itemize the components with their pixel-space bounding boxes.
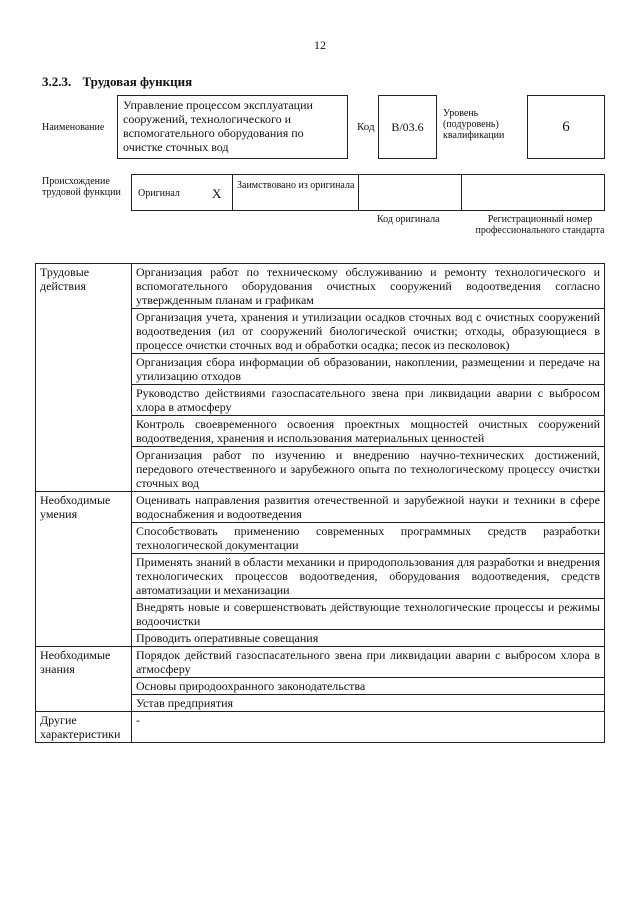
item-cell: Контроль своевременного освоения проектных мощностей очистных сооружений водоотведения, хранения и использования материальных ценностей bbox=[132, 416, 605, 447]
item-cell: Применять знаний в области механики и природопользования для разработки и внедрения технологических процессов водоотведения, оборудования водоотведения, средств автоматизации и механизации bbox=[132, 554, 605, 599]
item-cell: Организация учета, хранения и утилизации осадков сточных вод с очистных сооружений водоотведения (ил от сооружений биологической очистки; отходы, образующиеся в процессе очистки сточных вод и обработки осадка; песок из песколовок) bbox=[132, 309, 605, 354]
original-label: Оригинал bbox=[138, 188, 180, 199]
page-number: 12 bbox=[314, 38, 326, 52]
table-row bbox=[36, 712, 605, 743]
code-label: Код bbox=[357, 121, 375, 133]
code-field: В/03.6 bbox=[378, 95, 437, 159]
section-number: 3.2.3. bbox=[42, 74, 72, 89]
item-cell: Устав предприятия bbox=[132, 695, 605, 712]
origin-code-cell bbox=[358, 174, 462, 211]
borrowed-label: Заимствовано из оригинала bbox=[237, 180, 355, 191]
level-field: 6 bbox=[527, 95, 605, 159]
table-row bbox=[36, 492, 605, 523]
category-cell: Другие характеристики bbox=[36, 712, 132, 743]
item-cell: Организация работ по изучению и внедрению научно-технических достижений, передового отечественного и зарубежного опыта по технологическому процессу очистки сточных вод bbox=[132, 447, 605, 492]
category-cell: Необходимые умения bbox=[36, 492, 132, 647]
reg-number-caption: Регистрационный номер профессионального стандарта bbox=[475, 214, 605, 236]
origin-original-cell bbox=[131, 174, 233, 211]
item-cell: - bbox=[132, 712, 605, 743]
item-cell: Порядок действий газоспасательного звена при ликвидации аварии с выбросом хлора в атмосферу bbox=[132, 647, 605, 678]
table-row bbox=[36, 647, 605, 678]
item-cell: Оценивать направления развития отечественной и зарубежной науки и техники в сфере водоснабжения и водоотведения bbox=[132, 492, 605, 523]
origin-borrowed-cell bbox=[232, 174, 359, 211]
item-cell: Организация работ по техническому обслуживанию и ремонту технологического и вспомогательного оборудования очистных сооружений водоотведения согласно утвержденным планам и графикам bbox=[132, 264, 605, 309]
item-cell: Руководство действиями газоспасательного звена при ликвидации аварии с выбросом хлора в атмосферу bbox=[132, 385, 605, 416]
level-label: Уровень (подуровень) квалификации bbox=[443, 108, 505, 141]
function-name-field: Управление процессом эксплуатации сооружений, технологического и вспомогательного оборудования по очистке сточных вод bbox=[117, 95, 348, 159]
name-label: Наименование bbox=[42, 122, 105, 133]
category-cell: Необходимые знания bbox=[36, 647, 132, 712]
original-mark: X bbox=[212, 186, 222, 201]
table-row bbox=[36, 264, 605, 309]
item-cell: Способствовать применению современных программных средств разработки технологической документации bbox=[132, 523, 605, 554]
item-cell: Проводить оперативные совещания bbox=[132, 630, 605, 647]
category-cell: Трудовые действия bbox=[36, 264, 132, 492]
origin-reg-cell bbox=[461, 174, 605, 211]
functions-table bbox=[35, 263, 605, 743]
section-heading bbox=[42, 74, 192, 90]
section-title: Трудовая функция bbox=[82, 74, 193, 89]
code-original-caption: Код оригинала bbox=[377, 214, 440, 225]
item-cell: Внедрять новые и совершенствовать действующие технологические процессы и режимы водоочистки bbox=[132, 599, 605, 630]
item-cell: Организация сбора информации об образовании, накоплении, размещении и передаче на утилизацию отходов bbox=[132, 354, 605, 385]
item-cell: Основы природоохранного законодательства bbox=[132, 678, 605, 695]
origin-table bbox=[131, 174, 605, 211]
origin-label: Происхождение трудовой функции bbox=[42, 176, 121, 198]
